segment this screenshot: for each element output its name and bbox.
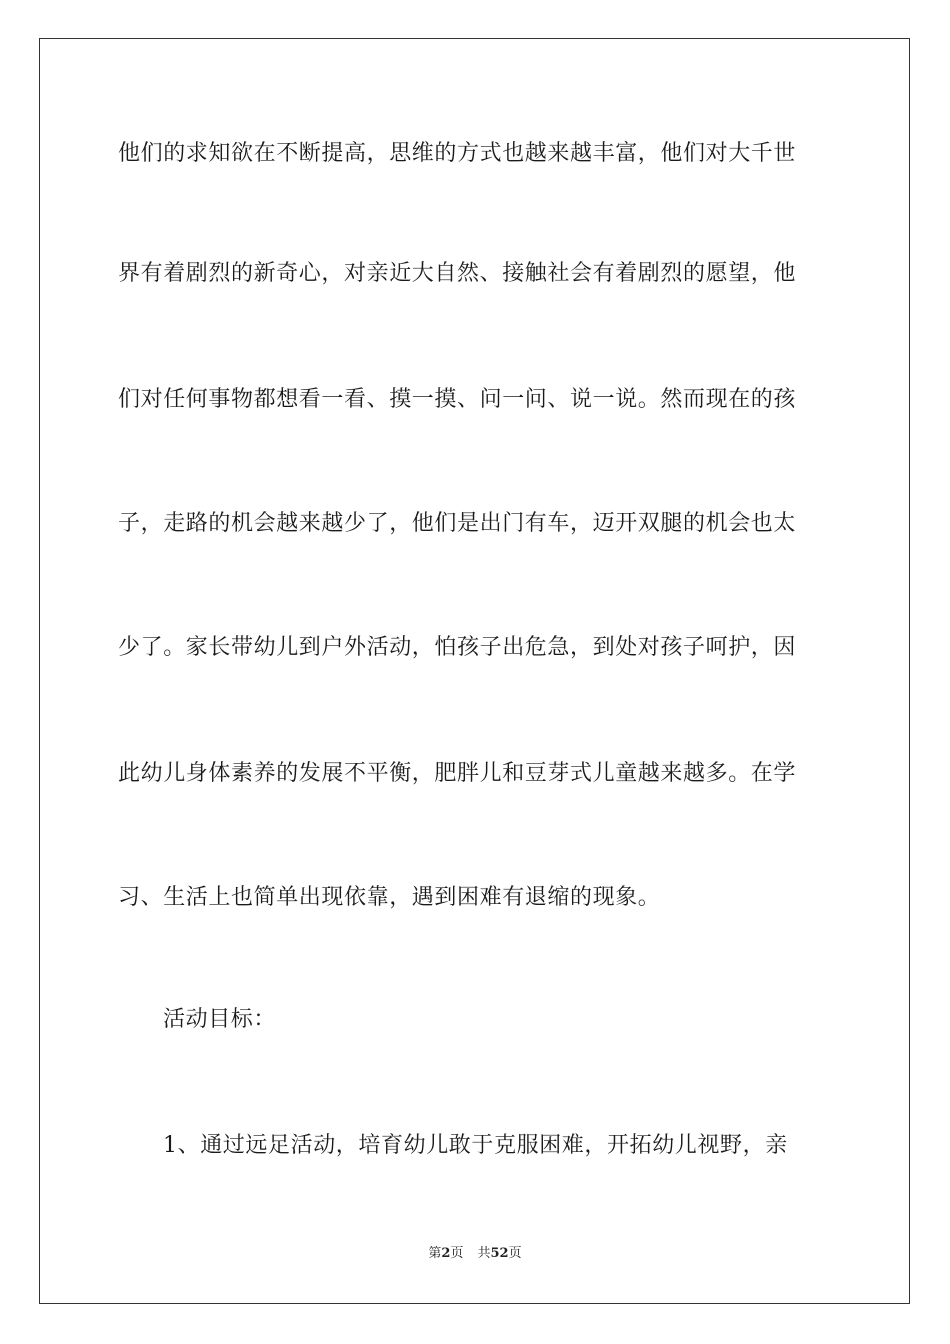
list-item: 1、通过远足活动，培育幼儿敢于克服困难，开拓幼儿视野，亲 <box>163 1133 788 1158</box>
paragraph-line: 们对任何事物都想看一看、摸一摸、问一问、说一说。然而现在的孩 <box>118 387 797 412</box>
page-border <box>39 38 910 1304</box>
total-suffix: 页 <box>508 1246 522 1261</box>
paragraph-line: 此幼儿身体素养的发展不平衡，肥胖儿和豆芽式儿童越来越多。在学 <box>118 761 797 786</box>
paragraph-line: 习、生活上也简单出现依靠，遇到困难有退缩的现象。 <box>118 885 661 910</box>
page-prefix: 第 <box>428 1246 442 1261</box>
paragraph-line: 界有着剧烈的新奇心，对亲近大自然、接触社会有着剧烈的愿望，他 <box>118 261 797 286</box>
paragraph-line: 少了。家长带幼儿到户外活动，怕孩子出危急，到处对孩子呵护，因 <box>118 635 797 660</box>
total-pages: 52 <box>490 1246 509 1261</box>
page-footer <box>0 1246 950 1262</box>
total-prefix: 共 <box>477 1246 491 1261</box>
section-heading: 活动目标： <box>163 1007 277 1032</box>
page-number: 2 <box>441 1246 451 1261</box>
page-suffix: 页 <box>450 1246 464 1261</box>
paragraph-line: 他们的求知欲在不断提高，思维的方式也越来越丰富，他们对大千世 <box>118 141 797 166</box>
paragraph-line: 子，走路的机会越来越少了，他们是出门有车，迈开双腿的机会也太 <box>118 511 797 536</box>
